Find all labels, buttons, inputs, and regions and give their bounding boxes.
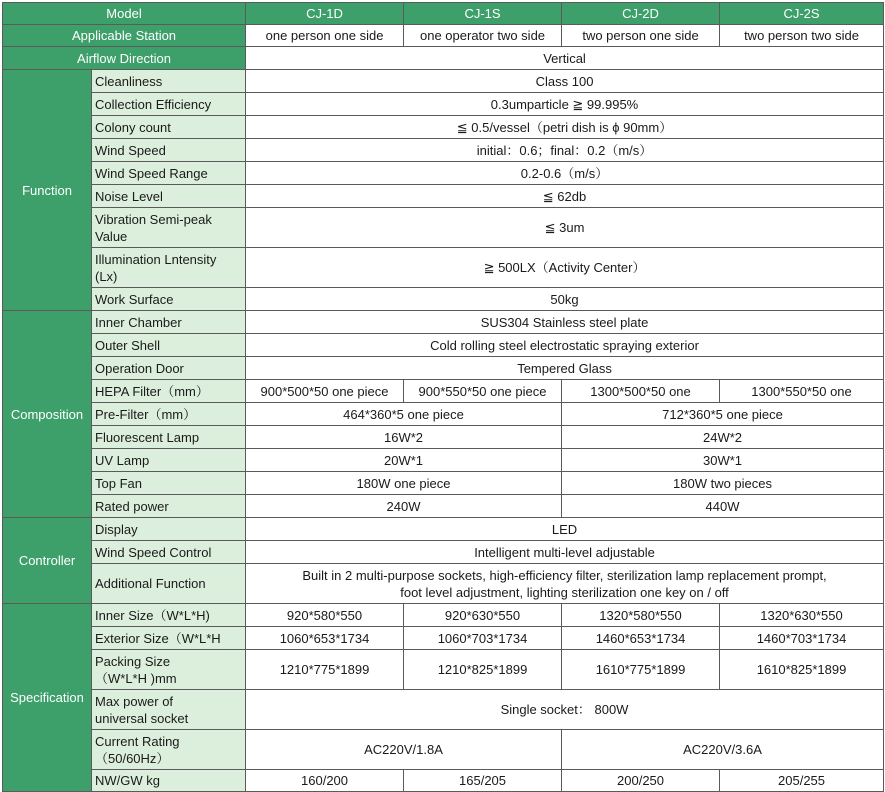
current-rating-value: AC220V/1.8A [246, 730, 562, 770]
display-row [3, 518, 884, 541]
work-surface-row [3, 288, 884, 311]
noise-level-label: Noise Level [92, 185, 246, 208]
applicable-station-value: one person one side [246, 25, 404, 47]
top-fan-label: Top Fan [92, 472, 246, 495]
max-power-value: Single socket： 800W [246, 690, 884, 730]
wind-speed-range-value: 0.2-0.6（m/s） [246, 162, 884, 185]
packing-size-label-line-1: Packing Size [95, 653, 171, 669]
composition-group-label: Composition [3, 311, 92, 518]
hepa-filter-value: 900*500*50 one piece [246, 380, 404, 403]
cleanliness-value: Class 100 [246, 70, 884, 93]
uv-lamp-row [3, 449, 884, 472]
hepa-filter-value: 900*550*50 one piece [404, 380, 562, 403]
rated-power-label: Rated power [92, 495, 246, 518]
additional-function-label: Additional Function [92, 564, 246, 604]
hepa-filter-label: HEPA Filter（mm） [92, 380, 246, 403]
current-rating-value: AC220V/3.6A [562, 730, 884, 770]
vibration-label-line-1: Vibration Semi-peak [95, 211, 212, 227]
uv-lamp-value: 30W*1 [562, 449, 884, 472]
applicable-station-value: two person one side [562, 25, 720, 47]
inner-size-value: 1320*580*550 [562, 604, 720, 627]
packing-size-value: 1210*775*1899 [246, 650, 404, 690]
cleanliness-label: Cleanliness [92, 70, 246, 93]
additional-function-row [3, 564, 884, 604]
inner-chamber-value: SUS304 Stainless steel plate [246, 311, 884, 334]
outer-shell-row [3, 334, 884, 357]
max-power-row [3, 690, 884, 730]
fluorescent-lamp-label: Fluorescent Lamp [92, 426, 246, 449]
controller-group-label: Controller [3, 518, 92, 604]
outer-shell-value: Cold rolling steel electrostatic spraying exterior [246, 334, 884, 357]
illumination-value: ≧ 500LX（Activity Center） [246, 248, 884, 288]
nw-gw-value: 205/255 [720, 770, 884, 792]
nw-gw-row [3, 770, 884, 792]
exterior-size-value: 1460*653*1734 [562, 627, 720, 650]
inner-size-row [3, 604, 884, 627]
airflow-value: Vertical [246, 47, 884, 70]
collection-efficiency-value: 0.3umparticle ≧ 99.995% [246, 93, 884, 116]
illumination-label [92, 248, 246, 288]
collection-efficiency-row [3, 93, 884, 116]
operation-door-value: Tempered Glass [246, 357, 884, 380]
colony-count-value: ≦ 0.5/vessel（petri dish is ϕ 90mm） [246, 116, 884, 139]
pre-filter-value: 712*360*5 one piece [562, 403, 884, 426]
specification-group-label: Specification [3, 604, 92, 792]
applicable-station-value: two person two side [720, 25, 884, 47]
operation-door-row [3, 357, 884, 380]
exterior-size-row [3, 627, 884, 650]
inner-chamber-label: Inner Chamber [92, 311, 246, 334]
exterior-size-value: 1060*653*1734 [246, 627, 404, 650]
packing-size-label [92, 650, 246, 690]
current-rating-label-line-2: （50/60Hz） [95, 750, 170, 766]
specification-table [2, 2, 884, 792]
wind-speed-control-label: Wind Speed Control [92, 541, 246, 564]
display-value: LED [246, 518, 884, 541]
inner-chamber-row [3, 311, 884, 334]
illumination-row [3, 248, 884, 288]
vibration-row [3, 208, 884, 248]
vibration-label [92, 208, 246, 248]
max-power-label [92, 690, 246, 730]
top-fan-value: 180W one piece [246, 472, 562, 495]
operation-door-label: Operation Door [92, 357, 246, 380]
nw-gw-value: 200/250 [562, 770, 720, 792]
inner-size-value: 920*630*550 [404, 604, 562, 627]
max-power-label-line-2: universal socket [95, 710, 189, 726]
packing-size-value: 1210*825*1899 [404, 650, 562, 690]
work-surface-value: 50kg [246, 288, 884, 311]
illumination-label-line-2: (Lx) [95, 268, 118, 284]
airflow-label: Airflow Direction [3, 47, 246, 70]
noise-level-value: ≦ 62db [246, 185, 884, 208]
applicable-station-row [3, 25, 884, 47]
inner-size-value: 920*580*550 [246, 604, 404, 627]
current-rating-label-line-1: Current Rating [95, 733, 180, 749]
pre-filter-label: Pre-Filter（mm） [92, 403, 246, 426]
wind-speed-value: initial：0.6；final：0.2（m/s） [246, 139, 884, 162]
applicable-station-value: one operator two side [404, 25, 562, 47]
fluorescent-lamp-value: 16W*2 [246, 426, 562, 449]
cleanliness-row [3, 70, 884, 93]
wind-speed-label: Wind Speed [92, 139, 246, 162]
wind-speed-control-row [3, 541, 884, 564]
rated-power-value: 240W [246, 495, 562, 518]
illumination-label-line-1: Illumination Lntensity [95, 251, 217, 267]
max-power-label-line-1: Max power of [95, 693, 174, 709]
uv-lamp-value: 20W*1 [246, 449, 562, 472]
additional-function-value [246, 564, 884, 604]
pre-filter-value: 464*360*5 one piece [246, 403, 562, 426]
noise-level-row [3, 185, 884, 208]
work-surface-label: Work Surface [92, 288, 246, 311]
display-label: Display [92, 518, 246, 541]
model-label: Model [3, 3, 246, 25]
packing-size-row [3, 650, 884, 690]
additional-function-line-2: foot level adjustment, lighting sterilization one key on / off [400, 584, 729, 600]
top-fan-row [3, 472, 884, 495]
colony-count-label: Colony count [92, 116, 246, 139]
current-rating-row [3, 730, 884, 770]
vibration-value: ≦ 3um [246, 208, 884, 248]
model-cj-1s: CJ-1S [404, 3, 562, 25]
hepa-filter-row [3, 380, 884, 403]
packing-size-label-line-2: （W*L*H )mm [95, 670, 177, 686]
inner-size-label: Inner Size（W*L*H) [92, 604, 246, 627]
fluorescent-lamp-value: 24W*2 [562, 426, 884, 449]
nw-gw-value: 165/205 [404, 770, 562, 792]
function-group-label: Function [3, 70, 92, 311]
header-row [3, 3, 884, 25]
model-cj-2s: CJ-2S [720, 3, 884, 25]
nw-gw-value: 160/200 [246, 770, 404, 792]
current-rating-label [92, 730, 246, 770]
inner-size-value: 1320*630*550 [720, 604, 884, 627]
applicable-station-label: Applicable Station [3, 25, 246, 47]
rated-power-row [3, 495, 884, 518]
fluorescent-lamp-row [3, 426, 884, 449]
additional-function-line-1: Built in 2 multi-purpose sockets, high-efficiency filter, sterilization lamp replacement prompt, [302, 567, 827, 583]
rated-power-value: 440W [562, 495, 884, 518]
hepa-filter-value: 1300*500*50 one [562, 380, 720, 403]
airflow-row [3, 47, 884, 70]
wind-speed-control-value: Intelligent multi-level adjustable [246, 541, 884, 564]
wind-speed-range-label: Wind Speed Range [92, 162, 246, 185]
top-fan-value: 180W two pieces [562, 472, 884, 495]
vibration-label-line-2: Value [95, 228, 128, 244]
model-cj-1d: CJ-1D [246, 3, 404, 25]
wind-speed-row [3, 139, 884, 162]
exterior-size-label: Exterior Size（W*L*H [92, 627, 246, 650]
model-cj-2d: CJ-2D [562, 3, 720, 25]
nw-gw-label: NW/GW kg [92, 770, 246, 792]
pre-filter-row [3, 403, 884, 426]
exterior-size-value: 1060*703*1734 [404, 627, 562, 650]
wind-speed-range-row [3, 162, 884, 185]
exterior-size-value: 1460*703*1734 [720, 627, 884, 650]
packing-size-value: 1610*775*1899 [562, 650, 720, 690]
collection-efficiency-label: Collection Efficiency [92, 93, 246, 116]
uv-lamp-label: UV Lamp [92, 449, 246, 472]
hepa-filter-value: 1300*550*50 one [720, 380, 884, 403]
outer-shell-label: Outer Shell [92, 334, 246, 357]
packing-size-value: 1610*825*1899 [720, 650, 884, 690]
colony-count-row [3, 116, 884, 139]
